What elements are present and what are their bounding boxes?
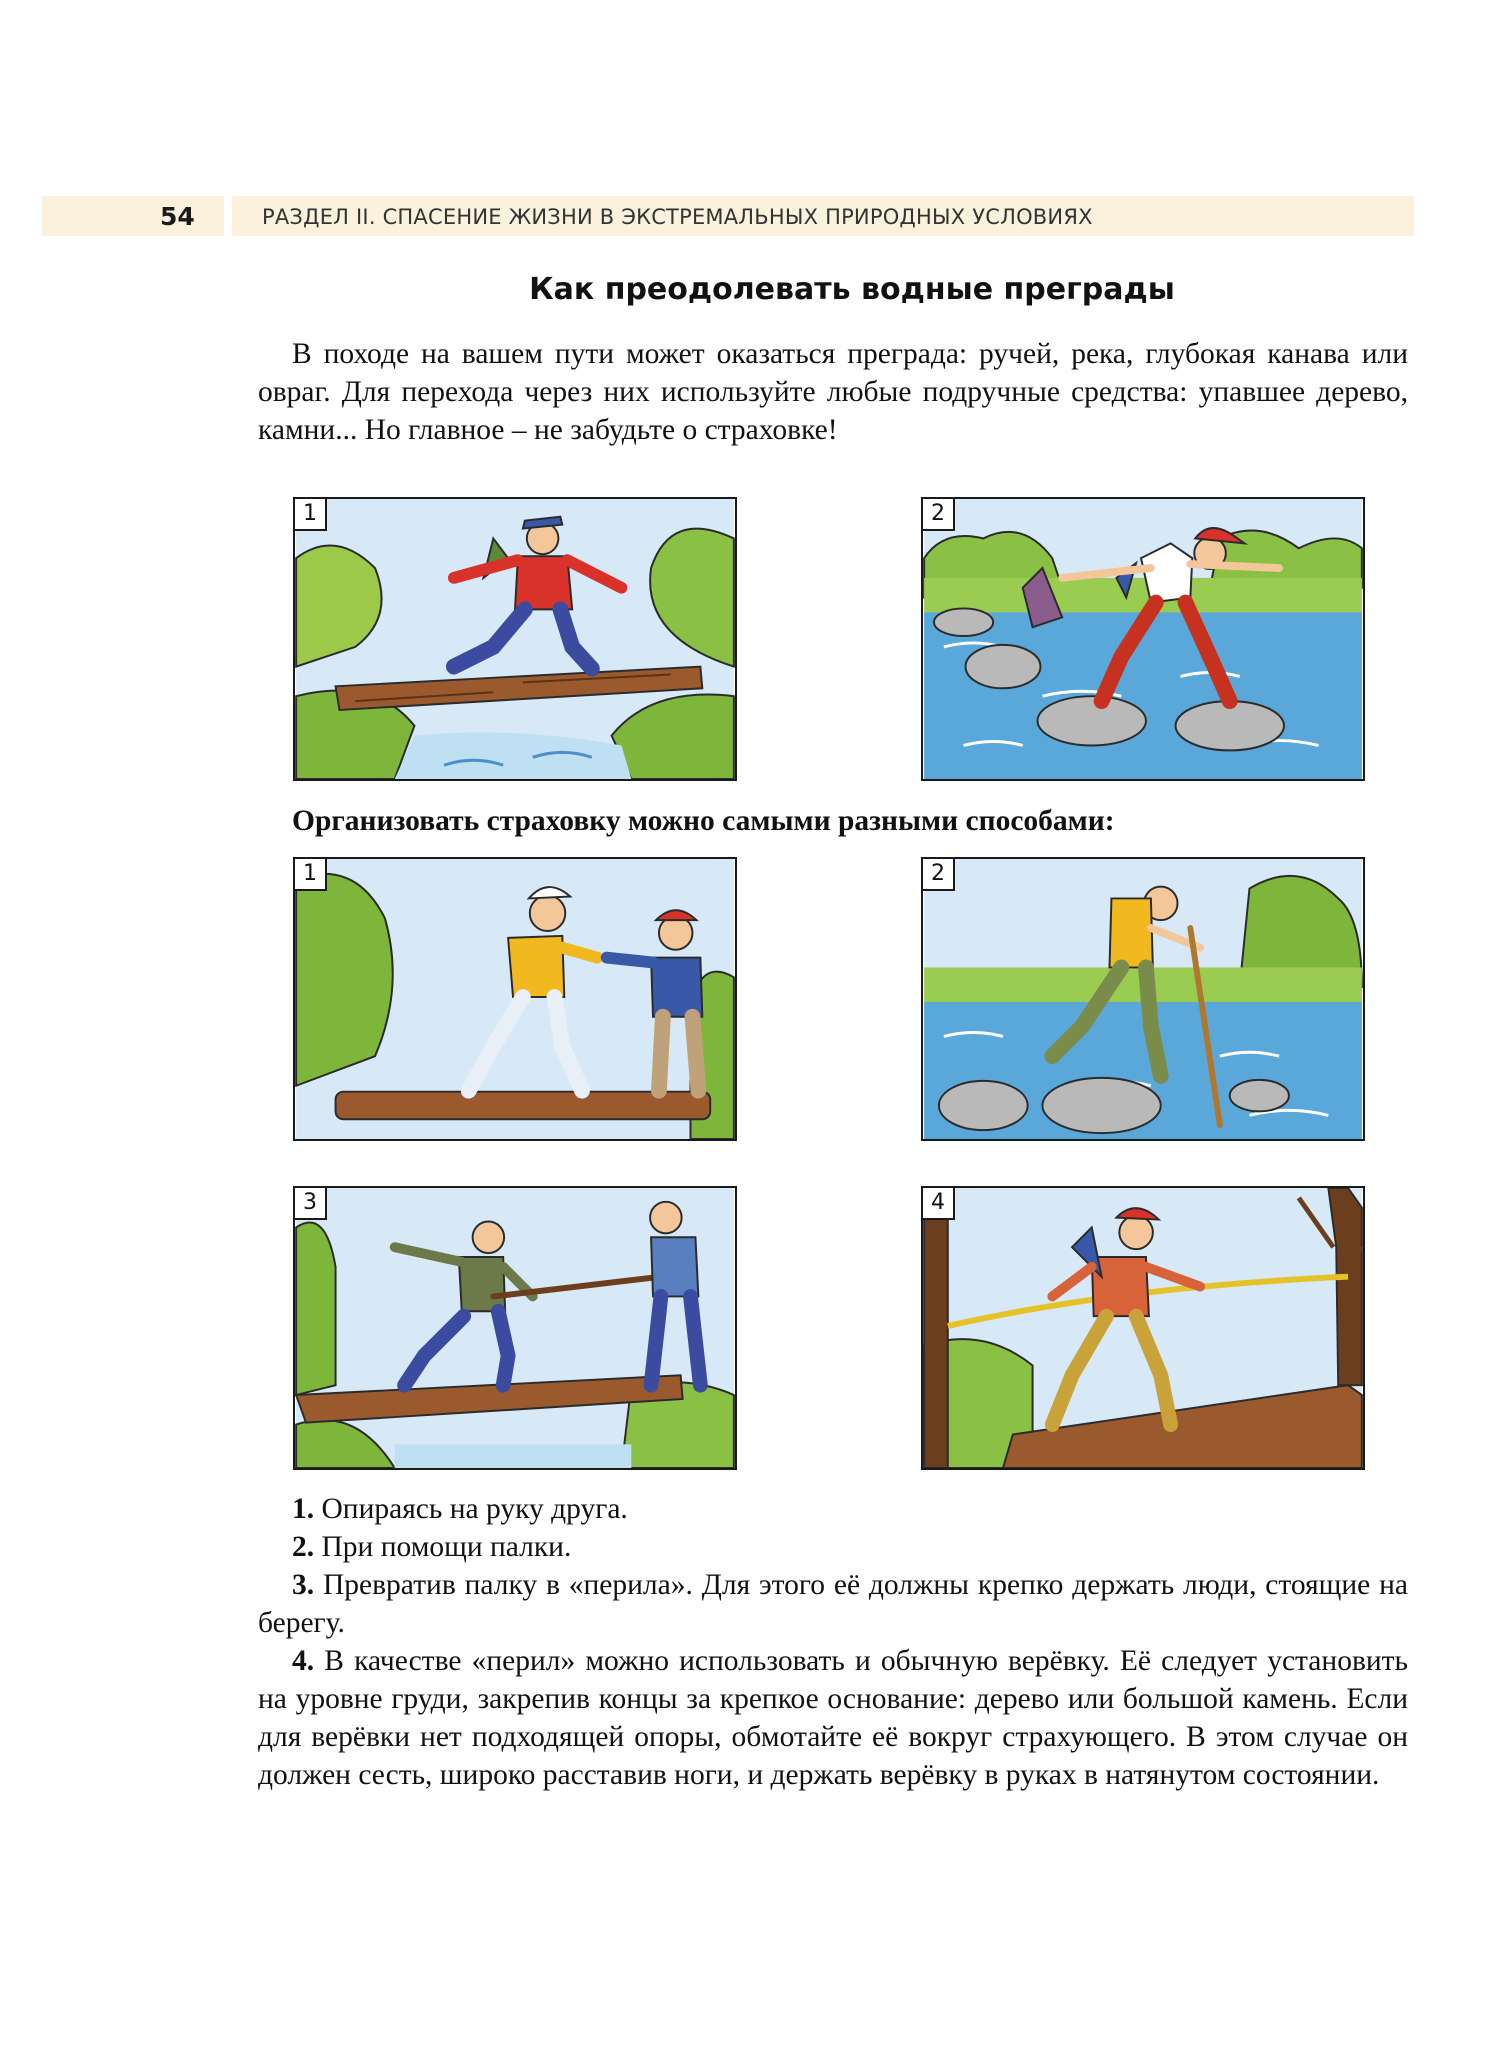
intro-paragraph [258,335,1408,449]
section-title: РАЗДЕЛ II. СПАСЕНИЕ ЖИЗНИ В ЭКСТРЕМАЛЬНЫХ ПРИРОДНЫХ УСЛОВИЯХ [262,205,1093,229]
figure-number: 2 [921,497,955,531]
main-heading: Как преодолевать водные преграды [529,272,1175,307]
illustration-stepping-stones [921,497,1365,781]
page-number: 54 [160,202,195,231]
list-item [258,1566,1408,1642]
illustration-stick-railing [293,1186,737,1470]
item-text: Превратив палку в «перила». Для этого её должны крепко держать люди, стоящие на берегу. [258,1569,1408,1639]
header-divider [224,196,232,236]
figure-number: 2 [921,857,955,891]
rope-railing-drawing [923,1188,1363,1468]
illustration-friends-hand [293,857,737,1141]
walking-stick-drawing [923,859,1363,1139]
item-text: При помощи палки. [321,1531,572,1563]
figure-number: 4 [921,1186,955,1220]
figure-number: 3 [293,1186,327,1220]
figure-number: 1 [293,857,327,891]
intro-text: В походе на вашем пути может оказаться преграда: ручей, река, глубокая канава или овраг. Для перехода через них используйте любые подручные средства: упавшее дерево, камни... Но главное – не забудьте о страховке! [258,338,1408,446]
item-number: 4. [292,1645,315,1677]
illustration-walking-stick [921,857,1365,1141]
log-crossing-drawing [295,499,735,779]
illustration-rope-railing [921,1186,1365,1470]
friends-hand-drawing [295,859,735,1139]
item-number: 3. [292,1569,315,1601]
list-item [258,1490,1408,1528]
stick-railing-drawing [295,1188,735,1468]
list-item [258,1528,1408,1566]
methods-list [258,1490,1408,1794]
item-text: Опираясь на руку друга. [321,1493,628,1525]
item-number: 1. [292,1493,315,1525]
safety-subheading: Организовать страховку можно самыми разными способами: [292,805,1115,837]
item-number: 2. [292,1531,315,1563]
item-text: В качестве «перил» можно использовать и обычную верёвку. Её следует установить на уровне груди, закрепив концы за крепкое основание: дерево или большой камень. Если для верёвки нет подходящей опоры, обмотайте её вокруг страхующего. В этом случае он должен сесть, широко расставив ноги, и держать верёвку в руках в натянутом состоянии. [258,1645,1409,1791]
figure-number: 1 [293,497,327,531]
illustration-log-crossing [293,497,737,781]
stepping-stones-drawing [923,499,1363,779]
list-item [258,1642,1408,1794]
